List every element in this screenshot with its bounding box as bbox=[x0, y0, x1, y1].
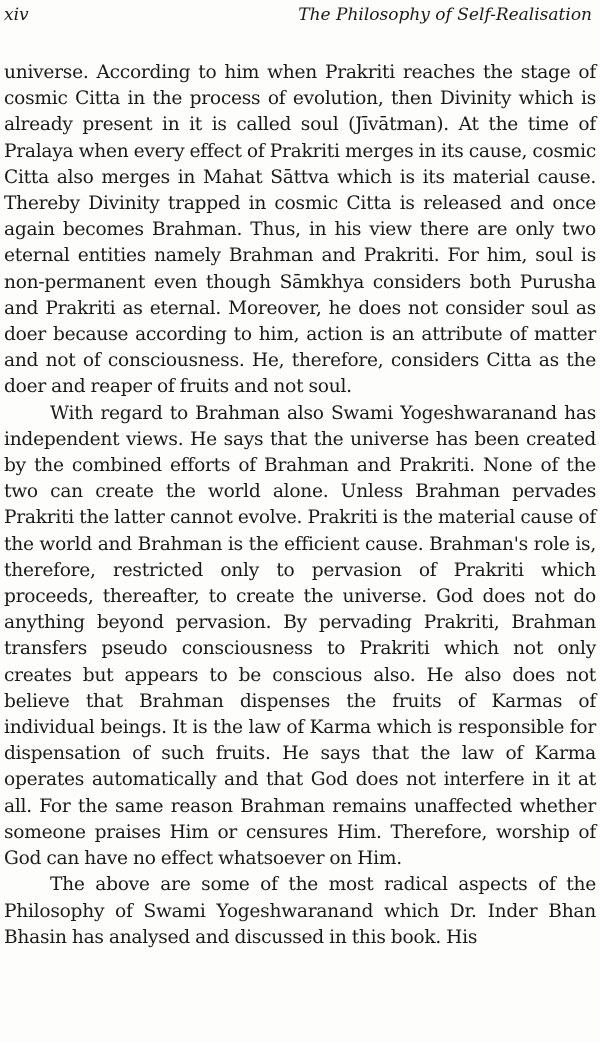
page-header bbox=[4, 2, 592, 28]
body-text bbox=[4, 60, 596, 951]
page-number: xiv bbox=[4, 5, 29, 25]
paragraph-3: The above are some of the most radical aspects of the Philosophy of Swami Yogeshwaranand which Dr. Inder Bhan Bhasin has analysed and discussed in this book. His bbox=[4, 874, 596, 948]
paragraph-2: With regard to Brahman also Swami Yogeshwaranand has independent views. He says that the universe has been created by the combined efforts of Brahman and Prakriti. None of the two can create the world alone. Unless Brahman pervades Prakriti the latter cannot evolve. Prakriti is the material cause of the world and Brahman is the efficient cause. Brahman's role is, therefore, restricted only to pervasion of Prakriti which proceeds, thereafter, to create the universe. God does not do anything beyond pervasion. By pervading Prakriti, Brahman transfers pseudo consciousness to Prakriti which not only creates but appears to be conscious also. He also does not believe that Brahman dispenses the fruits of Karmas of individual beings. It is the law of Karma which is responsible for dispensation of such fruits. He says that the law of Karma operates automatically and that God does not interfere in it at all. For the same reason Brahman remains unaffected whether someone praises Him or censures Him. Therefore, worship of God can have no effect whatsoever on Him. bbox=[4, 402, 596, 870]
running-title: The Philosophy of Self-Realisation bbox=[298, 5, 592, 25]
paragraph-1: universe. According to him when Prakriti reaches the stage of cosmic Citta in the process of evolution, then Divinity which is already present in it is called soul (Jīvātman). At the time of Pralaya when every effect of Prakriti merges in its cause, cosmic Citta also merges in Mahat Sāttva which is its material cause. Thereby Divinity trapped in cosmic Citta is released and once again becomes Brahman. Thus, in his view there are only two eternal entities namely Brahman and Prakriti. For him, soul is non-permanent even though Sāmkhya considers both Purusha and Prakriti as eternal. Moreover, he does not consider soul as doer because according to him, action is an attribute of matter and not of consciousness. He, therefore, considers Citta as the doer and reaper of fruits and not soul. bbox=[4, 62, 596, 398]
